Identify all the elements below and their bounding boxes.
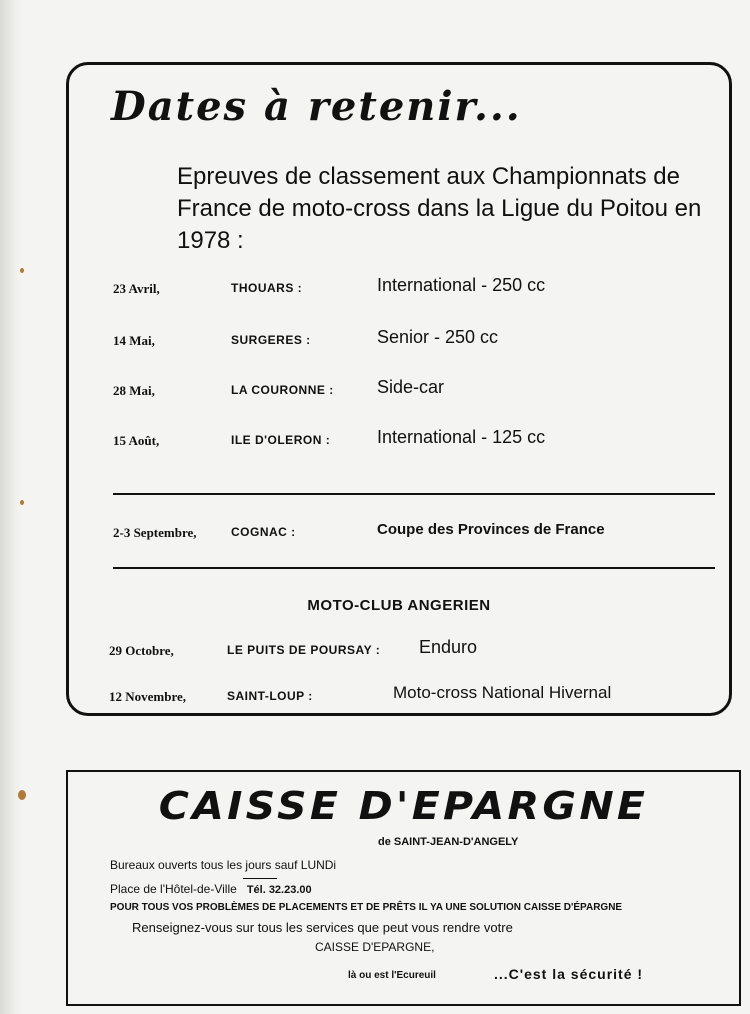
caisse-phone: Tél. 32.23.00 xyxy=(246,884,312,896)
dash-line xyxy=(243,878,277,879)
event-place: THOUARS : xyxy=(231,281,303,295)
event-category: Moto-cross National Hivernal xyxy=(393,683,612,702)
binding-spot xyxy=(20,500,24,505)
event-category: International - 250 cc xyxy=(377,275,546,295)
divider-line xyxy=(113,567,715,569)
event-date: 15 Août, xyxy=(113,433,160,448)
caisse-ecureuil: là ou est l'Ecureuil xyxy=(348,970,436,981)
event-place: LE PUITS DE POURSAY : xyxy=(227,643,381,657)
event-date: 2-3 Septembre, xyxy=(113,525,197,540)
caisse-securite: ...C'est la sécurité ! xyxy=(494,966,644,982)
event-place: SURGERES : xyxy=(231,333,311,347)
caisse-address-line xyxy=(110,878,312,897)
dates-box xyxy=(66,62,732,716)
binding-spot xyxy=(18,790,26,800)
event-category: Coupe des Provinces de France xyxy=(377,521,605,538)
event-row xyxy=(69,275,729,303)
event-place: LA COURONNE : xyxy=(231,383,334,397)
event-date: 14 Mai, xyxy=(113,333,155,348)
dates-intro: Epreuves de classement aux Championnats de France de moto-cross dans la Ligue du Poitou en 1978 : xyxy=(177,163,702,254)
divider-line xyxy=(113,493,715,495)
event-row xyxy=(69,519,729,547)
caisse-subtitle: de SAINT-JEAN-D'ANGELY xyxy=(378,836,519,848)
caisse-address: Place de l'Hôtel-de-Ville xyxy=(110,882,237,896)
caisse-title: CAISSE D'EPARGNE xyxy=(158,784,649,828)
caisse-info: Renseignez-vous sur tous les services que peut vous rendre votre xyxy=(132,920,513,935)
event-category: International - 125 cc xyxy=(377,427,546,447)
event-category: Senior - 250 cc xyxy=(377,327,499,347)
dates-title: Dates à retenir... xyxy=(111,83,522,130)
event-place: ILE D'OLERON : xyxy=(231,433,331,447)
caisse-epargne-ad xyxy=(66,770,741,1006)
event-row xyxy=(69,683,729,711)
event-row xyxy=(69,637,729,665)
event-row xyxy=(69,327,729,355)
event-place: SAINT-LOUP : xyxy=(227,689,313,703)
event-date: 29 Octobre, xyxy=(109,643,174,658)
event-date: 28 Mai, xyxy=(113,383,155,398)
caisse-name-repeat: CAISSE D'EPARGNE, xyxy=(315,940,435,954)
binding-spot xyxy=(20,268,24,273)
club-heading: MOTO-CLUB ANGERIEN xyxy=(307,597,491,614)
caisse-hours: Bureaux ouverts tous les jours sauf LUNDi xyxy=(110,858,337,872)
event-date: 23 Avril, xyxy=(113,281,160,296)
event-row xyxy=(69,377,729,405)
event-row xyxy=(69,427,729,455)
event-category: Enduro xyxy=(419,637,478,657)
page-spine-shadow xyxy=(0,0,22,1014)
event-category: Side-car xyxy=(377,377,445,397)
caisse-tagline: POUR TOUS VOS PROBLÈMES DE PLACEMENTS ET DE PRÊTS IL YA UNE SOLUTION CAISSE D'ÉPARGNE xyxy=(110,902,623,913)
event-date: 12 Novembre, xyxy=(109,689,187,704)
event-place: COGNAC : xyxy=(231,525,296,539)
